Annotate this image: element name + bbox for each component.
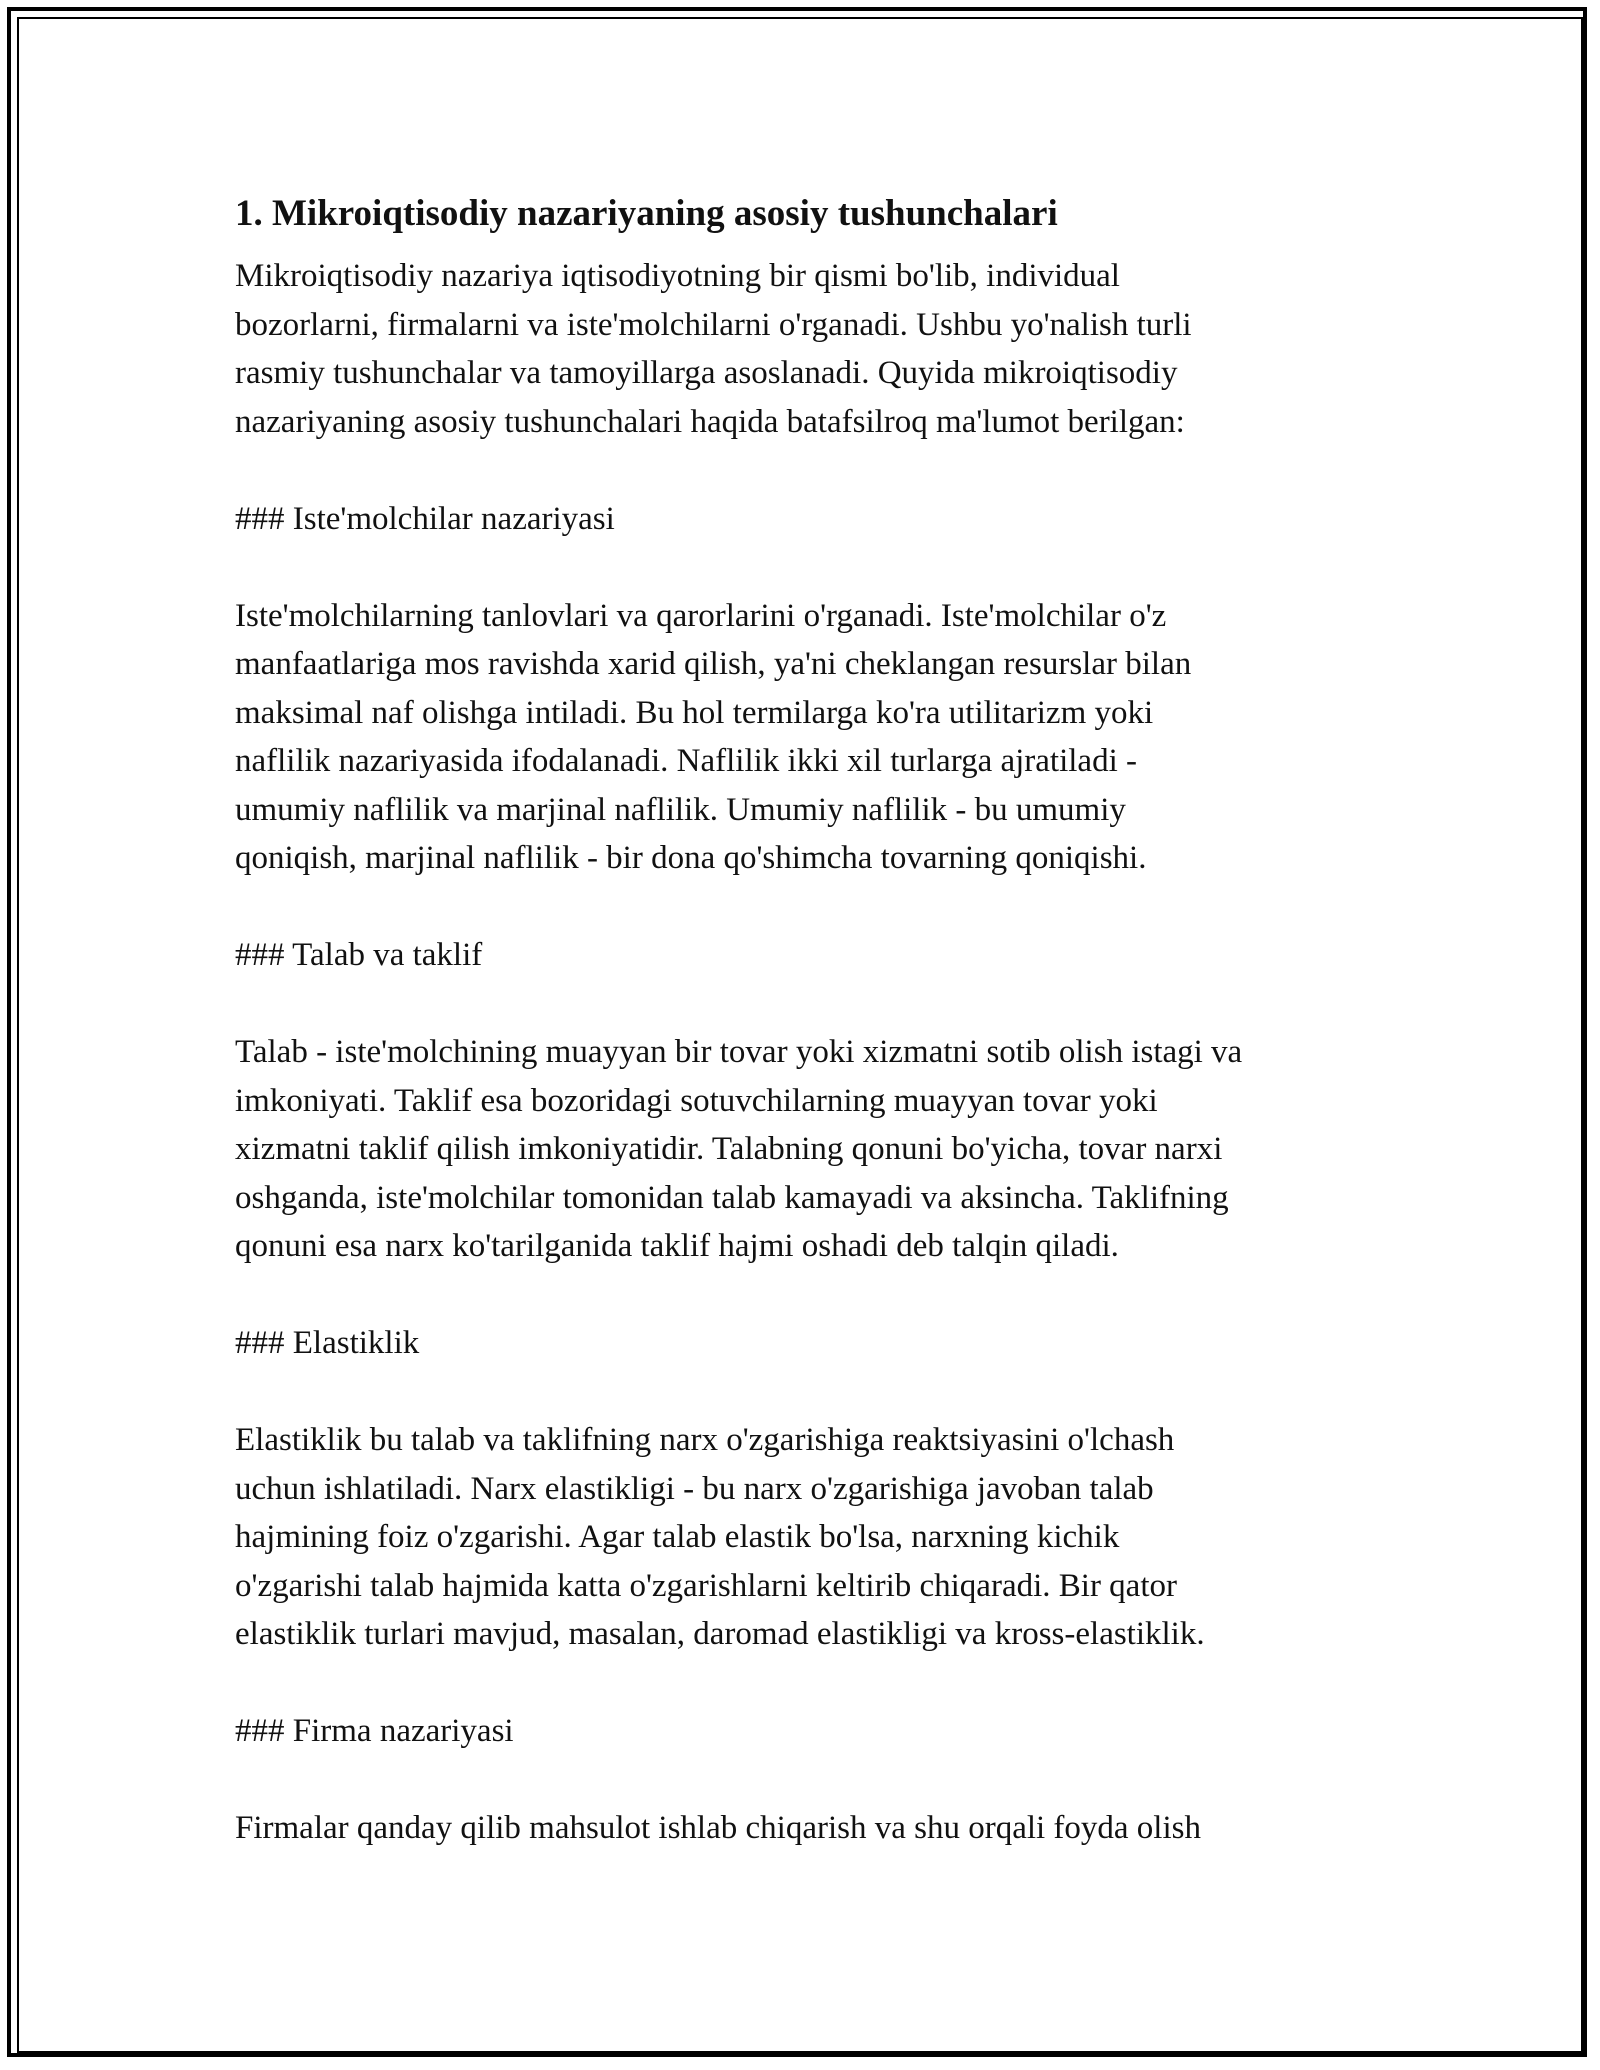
- paragraph-line: o'zgarishi talab hajmida katta o'zgarishlarni keltirib chiqaradi. Bir qator: [235, 1567, 1177, 1604]
- intro-line: Mikroiqtisodiy nazariya iqtisodiyotning bir qismi bo'lib, individual: [235, 258, 1120, 294]
- paragraph-line: naflilik nazariyasida ifodalanadi. Naflilik ikki xil turlarga ajratiladi -: [235, 743, 1137, 779]
- paragraph-line: qoniqish, marjinal naflilik - bir dona qo'shimcha tovarning qoniqishi.: [235, 840, 1147, 876]
- paragraph-line: umumiy naflilik va marjinal naflilik. Umumiy naflilik - bu umumiy: [235, 791, 1126, 828]
- spacer: [235, 1271, 1375, 1320]
- section-paragraph: [235, 592, 1375, 883]
- spacer: [235, 446, 1375, 495]
- section-heading: ### Elastiklik: [235, 1325, 420, 1361]
- spacer: [235, 883, 1375, 932]
- intro-line: nazariyaning asosiy tushunchalari haqida batafsilroq ma'lumot berilgan:: [235, 403, 1185, 440]
- spacer: [235, 543, 1375, 592]
- paragraph-line: elastiklik turlari mavjud, masalan, daromad elastikligi va kross-elastiklik.: [235, 1616, 1205, 1652]
- section-paragraph: [235, 1028, 1375, 1271]
- section-heading: ### Talab va taklif: [235, 937, 483, 973]
- section-paragraph: [235, 1416, 1375, 1659]
- paragraph-line: imkoniyati. Taklif esa bozoridagi sotuvchilarning muayyan tovar yoki: [235, 1082, 1158, 1119]
- spacer: [235, 1368, 1375, 1417]
- paragraph-line: Firmalar qanday qilib mahsulot ishlab chiqarish va shu orqali foyda olish: [235, 1810, 1201, 1846]
- intro-line: rasmiy tushunchalar va tamoyillarga asoslanadi. Quyida mikroiqtisodiy: [235, 355, 1178, 391]
- paragraph-line: uchun ishlatiladi. Narx elastikligi - bu narx o'zgarishiga javoban talab: [235, 1470, 1154, 1507]
- spacer: [235, 980, 1375, 1029]
- spacer: [235, 244, 1375, 252]
- section-heading: ### Firma nazariyasi: [235, 1713, 514, 1749]
- page-title: 1. Mikroiqtisodiy nazariyaning asosiy tushunchalari: [235, 193, 1058, 234]
- paragraph-line: oshganda, iste'molchilar tomonidan talab kamayadi va aksincha. Taklifning: [235, 1179, 1229, 1216]
- paragraph-line: xizmatni taklif qilish imkoniyatidir. Talabning qonuni bo'yicha, tovar narxi: [235, 1131, 1223, 1167]
- spacer: [235, 1756, 1375, 1805]
- section-heading: ### Iste'molchilar nazariyasi: [235, 500, 615, 537]
- paragraph-line: Elastiklik bu talab va taklifning narx o'zgarishiga reaktsiyasini o'lchash: [235, 1422, 1175, 1458]
- paragraph-line: Talab - iste'molchining muayyan bir tovar yoki xizmatni sotib olish istagi va: [235, 1034, 1243, 1070]
- paragraph-line: qonuni esa narx ko'tarilganida taklif hajmi oshadi deb talqin qiladi.: [235, 1228, 1119, 1264]
- spacer: [235, 1659, 1375, 1708]
- section-paragraph: [235, 1804, 1375, 1853]
- paragraph-line: Iste'molchilarning tanlovlari va qarorlarini o'rganadi. Iste'molchilar o'z: [235, 597, 1167, 634]
- document-body: [235, 184, 1375, 1853]
- paragraph-line: manfaatlariga mos ravishda xarid qilish, ya'ni cheklangan resurslar bilan: [235, 646, 1192, 682]
- intro-line: bozorlarni, firmalarni va iste'molchilarni o'rganadi. Ushbu yo'nalish turli: [235, 306, 1192, 343]
- paragraph-line: hajmining foiz o'zgarishi. Agar talab elastik bo'lsa, narxning kichik: [235, 1519, 1120, 1555]
- intro-paragraph: [235, 252, 1375, 446]
- paragraph-line: maksimal naf olishga intiladi. Bu hol termilarga ko'ra utilitarizm yoki: [235, 694, 1154, 731]
